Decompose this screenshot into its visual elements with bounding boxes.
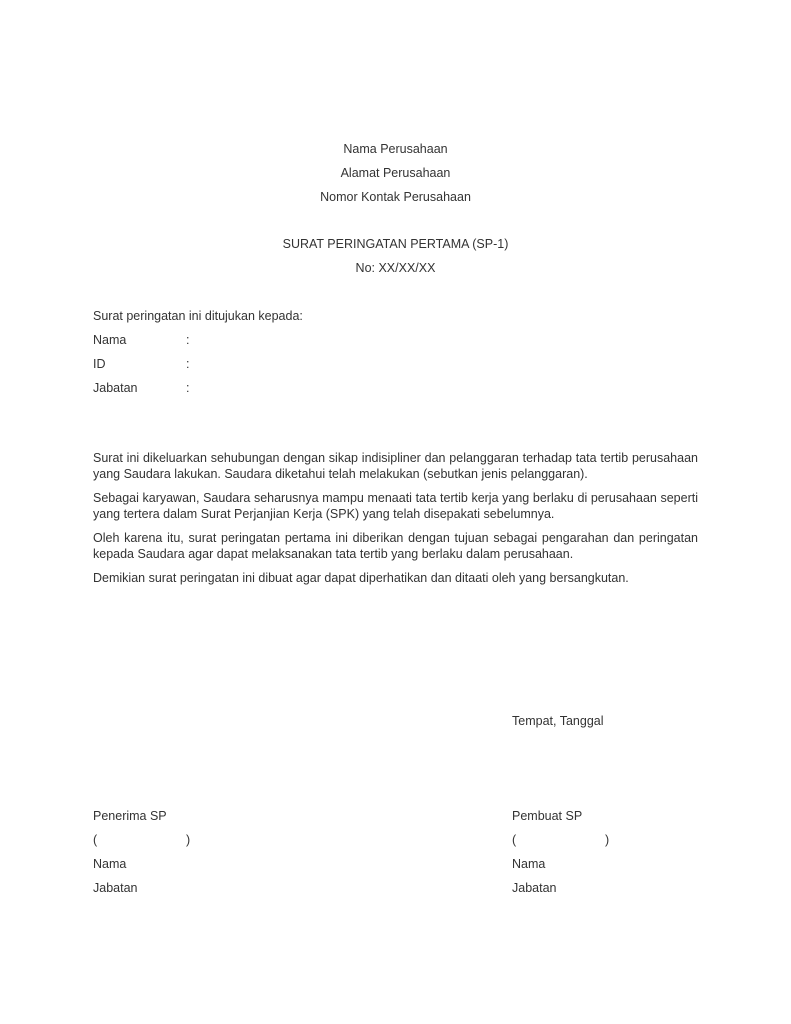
body-paragraph-3: Oleh karena itu, surat peringatan pertama ini diberikan dengan tujuan sebagai pengarahan dan peringatan kepada Saudara agar dapat melaksanakan tata tertib yang berlaku dalam perusahaan.: [93, 531, 698, 561]
field-label-name: Nama: [93, 333, 127, 347]
receiver-name: Nama: [93, 857, 127, 871]
body-paragraph-2: Sebagai karyawan, Saudara seharusnya mampu menaati tata tertib kerja yang berlaku di perusahaan seperti yang tertera dalam Surat Perjanjian Kerja (SPK) yang telah disepakati sebelumnya.: [93, 491, 698, 521]
receiver-title: Penerima SP: [93, 809, 167, 823]
recipient-intro: Surat peringatan ini ditujukan kepada:: [93, 309, 303, 323]
issuer-open-paren: (: [512, 833, 517, 847]
company-address: Alamat Perusahaan: [340, 166, 451, 180]
body-paragraph-4: Demikian surat peringatan ini dibuat agar dapat diperhatikan dan ditaati oleh yang bersangkutan.: [93, 571, 629, 585]
issuer-position: Jabatan: [512, 881, 557, 895]
letter-number: No: XX/XX/XX: [355, 261, 436, 275]
field-label-id: ID: [93, 357, 106, 371]
field-colon-id: :: [186, 357, 190, 371]
issuer-close-paren: ): [605, 833, 610, 847]
issuer-title: Pembuat SP: [512, 809, 583, 823]
letter-title: SURAT PERINGATAN PERTAMA (SP-1): [282, 237, 509, 251]
receiver-position: Jabatan: [93, 881, 138, 895]
body-paragraph-1: Surat ini dikeluarkan sehubungan dengan sikap indisipliner dan pelanggaran terhadap tata tertib perusahaan yang Saudara lakukan. Saudara diketahui telah melakukan (sebutkan jenis pelanggaran).: [93, 451, 698, 481]
field-colon-name: :: [186, 333, 190, 347]
issuer-name: Nama: [512, 857, 546, 871]
company-contact: Nomor Kontak Perusahaan: [320, 190, 471, 204]
company-name: Nama Perusahaan: [343, 142, 448, 156]
field-label-position: Jabatan: [93, 381, 138, 395]
field-colon-position: :: [186, 381, 190, 395]
receiver-close-paren: ): [186, 833, 191, 847]
place-date: Tempat, Tanggal: [512, 714, 604, 728]
receiver-open-paren: (: [93, 833, 98, 847]
